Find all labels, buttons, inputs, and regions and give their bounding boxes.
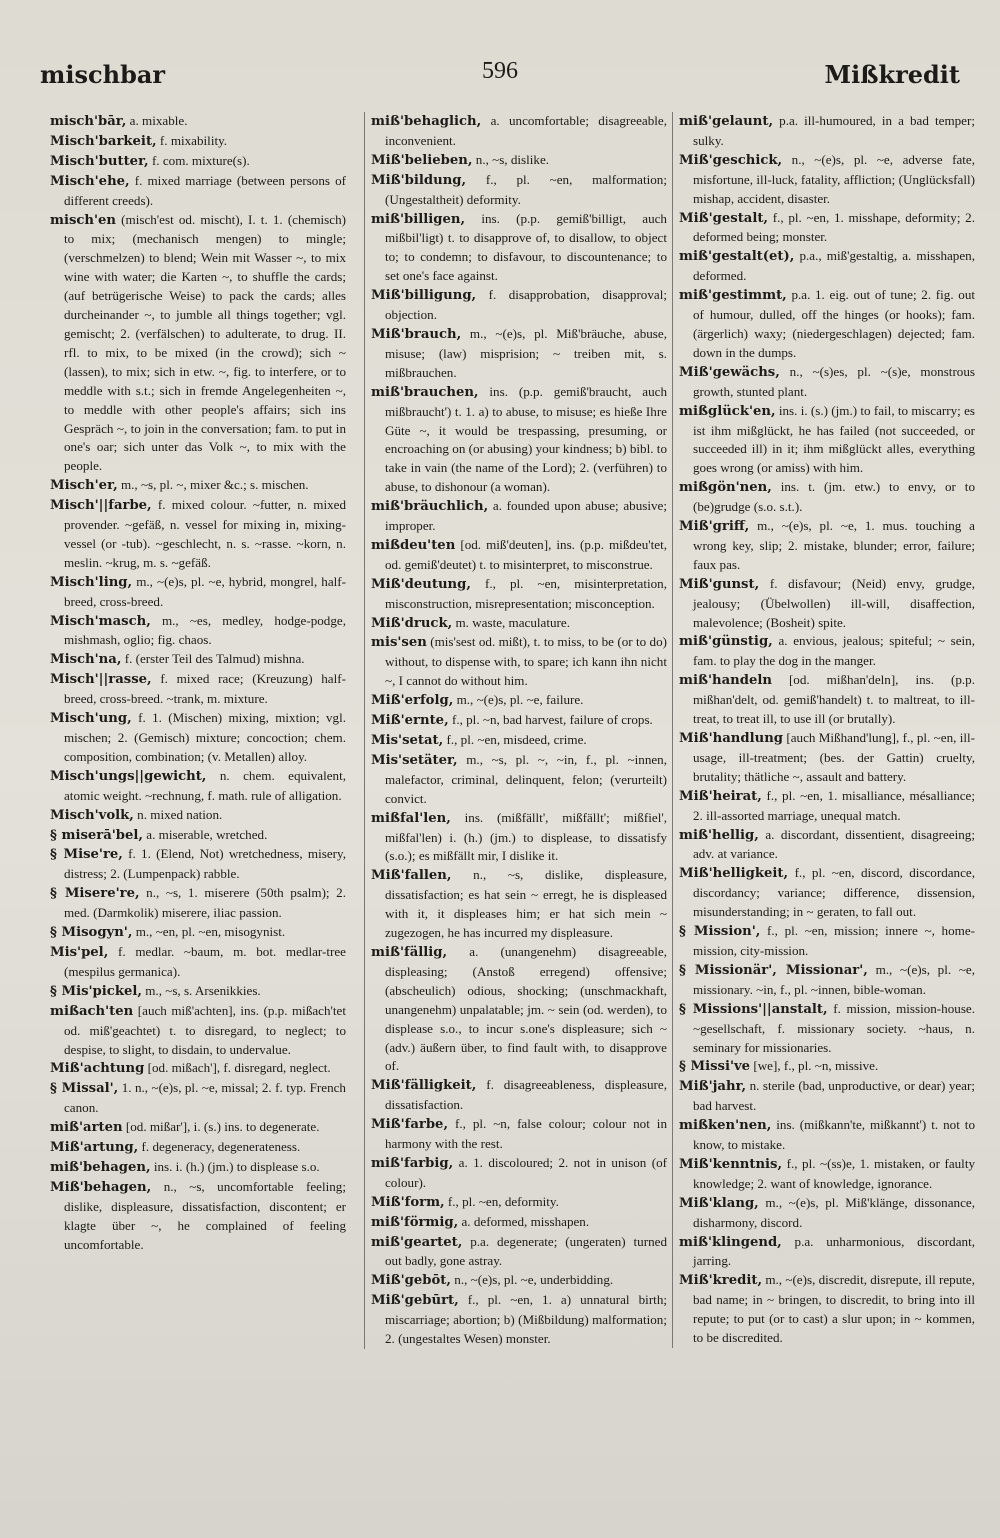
entry-definition: f., pl. ~en, malformation; (Ungestaltheit) deformity. — [385, 171, 667, 207]
entry-definition: a. deformed, misshapen. — [461, 1213, 590, 1229]
dictionary-entry — [679, 1077, 975, 1116]
entry-headword: miß'farbig, — [371, 1155, 454, 1171]
entry-headword: miß'brauchen, — [371, 384, 479, 400]
entry-definition: 1. n., ~(e)s, pl. ~e, missal; 2. f. typ. French canon. — [64, 1080, 346, 1116]
entry-definition: f., pl. ~n, false colour; colour not in harmony with the rest. — [385, 1116, 667, 1152]
dictionary-entry — [371, 943, 667, 1076]
entry-definition: n. sterile (bad, unproductive, or dear) year; bad harvest. — [693, 1078, 975, 1114]
entry-definition: a. founded upon abuse; abusive; improper. — [385, 498, 667, 534]
entry-definition: (misch'est od. mischt), I. t. 1. (chemisch) to mix; (mechanisch mengen) to mingle; (verschmelzen) to blend; Wein mit Wasser ~, to mix wine with water; die Karten ~, to shuffle the cards; (auf betrügerische Weise) to pack the cards; alles durcheinander ~, to jumble all things together; vgl. gemischt; 2. (verfälschen) to adulterate, to drug. II. rfl. to mix, to be mixed (in the crowd); sich ~ (lassen), to mix; sich in etw. ~, fig. to interfere, or to meddle with s.t.; sich in fremde Angelegenheiten ~, to meddle with other people's affairs; sich ins Gespräch ~, to join in the conversation; fam. to put in one's oar; sich unter das Volk ~, to mix with the people. — [64, 211, 346, 474]
entry-definition: m. waste, maculature. — [455, 614, 570, 630]
entry-definition: ins. t. (jm. etw.) to envy, or to (be)grudge (s.o. s.t.). — [693, 479, 975, 515]
dictionary-entry — [371, 1213, 667, 1233]
entry-headword: Misch'masch, — [50, 613, 151, 629]
entry-definition: f. medlar. ~baum, m. bot. medlar-tree (mespilus germanica). — [64, 943, 346, 979]
entry-headword: miß'günstig, — [679, 634, 773, 650]
entry-definition: f. degeneracy, degenerateness. — [141, 1139, 301, 1155]
entry-headword: miß'gestimmt, — [679, 288, 787, 304]
entry-headword: Misch'er, — [50, 478, 118, 494]
dictionary-entry — [371, 112, 667, 151]
dictionary-entry — [371, 210, 667, 287]
entry-headword: miß'geartet, — [371, 1234, 463, 1250]
entry-headword: miß'handeln — [679, 673, 772, 689]
dictionary-entry — [679, 575, 975, 633]
entry-headword: miß'billigen, — [371, 211, 466, 227]
dictionary-entry — [50, 172, 346, 211]
dictionary-entry — [679, 961, 975, 1000]
entry-definition: m., ~s, pl. ~, mixer &c.; s. mischen. — [120, 477, 309, 493]
entry-headword: § Mise're, — [50, 847, 123, 863]
dictionary-entry — [679, 826, 975, 865]
dictionary-entry — [679, 632, 975, 671]
dictionary-entry — [679, 864, 975, 922]
entry-definition: m., ~(e)s, pl. ~e, missionary. ~in, f., pl. ~innen, bible-woman. — [693, 961, 976, 997]
entry-headword: Miß'druck, — [371, 615, 453, 631]
entry-headword: Mis'pel, — [50, 944, 109, 960]
dictionary-entry — [371, 751, 667, 809]
entry-headword: miß'gelaunt, — [679, 114, 774, 129]
entry-headword: § Mis'pickel, — [50, 983, 142, 999]
entry-headword: Miß'helligkeit, — [679, 866, 789, 882]
dictionary-entry — [50, 709, 346, 767]
entry-headword: Miß'geschick, — [679, 152, 783, 168]
entry-definition: n., ~s, dislike, displeasure, dissatisfaction; es hat sein ~ erregt, he is displeased with it, it displeases him; er hat sich mein ~ zugezogen, he has incurred my displeasure. — [385, 867, 667, 941]
entry-headword: Miß'belieben, — [371, 152, 473, 168]
entry-definition: [we], f., pl. ~n, missive. — [753, 1058, 879, 1074]
entry-definition: f. mixed race; (Kreuzung) half-breed, cross-breed. ~trank, m. mixture. — [64, 671, 346, 707]
entry-definition: n. chem. equivalent, atomic weight. ~rechnung, f. math. rule of alligation. — [64, 767, 346, 803]
dictionary-entry — [50, 1079, 346, 1118]
dictionary-entry — [371, 1154, 667, 1193]
entry-headword: miß'arten — [50, 1120, 123, 1136]
dictionary-entry — [371, 1115, 667, 1154]
dictionary-entry — [679, 1000, 975, 1058]
entry-headword: miß'fällig, — [371, 944, 448, 960]
dictionary-entry — [371, 1193, 667, 1213]
entry-headword: Miß'artung, — [50, 1140, 139, 1156]
dictionary-entry — [50, 1178, 346, 1255]
entry-definition: ins. (mißfällt', mißfällt'; mißfiel', mißfal'len) i. (h.) (jm.) to displease, to dissatisfy (s.o.); es mißfällt mir, I dislike it. — [385, 809, 667, 864]
entry-definition: f. mixed colour. ~futter, n. mixed provender. ~gefäß, n. vessel for mixing in, mixing-vessel (or -tub). ~geschlecht, n. s. ~rasse. ~korn, n. meslin. ~krug, m. s. ~gefäß. — [64, 497, 347, 570]
entry-headword: Miß'gunst, — [679, 576, 760, 592]
dictionary-entry — [371, 1076, 667, 1115]
entry-headword: Miß'behagen, — [50, 1179, 152, 1195]
dictionary-entry — [50, 1138, 346, 1158]
entry-headword: Miß'billigung, — [371, 288, 477, 304]
dictionary-entry — [371, 691, 667, 711]
dictionary-entry — [679, 112, 975, 151]
dictionary-entry — [50, 152, 346, 172]
dictionary-entry — [679, 787, 975, 826]
entry-definition: f. disapprobation, disapproval; objection. — [385, 287, 667, 323]
entry-headword: miß'klingend, — [679, 1234, 782, 1250]
dictionary-entry — [50, 923, 346, 943]
dictionary-entry — [679, 402, 975, 479]
entry-headword: Mis'setat, — [371, 733, 444, 748]
header-first-word: mischbar — [40, 60, 166, 89]
dictionary-entry — [50, 476, 346, 496]
dictionary-entry — [679, 1194, 975, 1233]
entry-definition: p.a. unharmonious, discordant, jarring. — [693, 1233, 975, 1269]
entry-headword: miß'behaglich, — [371, 114, 482, 129]
entry-headword: Miß'gebōt, — [371, 1273, 451, 1289]
entry-definition: a. miserable, wretched. — [146, 826, 268, 842]
entry-headword: miß'förmig, — [371, 1214, 459, 1230]
entry-definition: m., ~s, s. Arsenikkies. — [145, 982, 261, 998]
entry-definition: (mis'sest od. mißt), t. to miss, to be (or to do) without, to dispense with, to spare; ich kann ihn nicht ~, I cannot do without him. — [385, 634, 667, 689]
entry-definition: n., ~(s)es, pl. ~(s)e, monstrous growth, stunted plant. — [693, 363, 975, 399]
entry-headword: mißach'ten — [50, 1003, 134, 1019]
entry-definition: m., ~(e)s, pl. ~e, failure. — [456, 692, 584, 708]
entry-definition: m., ~s, pl. ~, ~in, f., pl. ~innen, malefactor, criminal, delinquent, felon; (verurteilt) convict. — [385, 751, 667, 806]
entry-definition: f., pl. ~en, 1. misalliance, mésalliance; 2. ill-assorted marriage, unequal match. — [693, 787, 975, 823]
entry-headword: Misch'butter, — [50, 153, 149, 169]
entry-headword: Misch'ling, — [50, 574, 133, 590]
entry-definition: [auch miß'achten], ins. (p.p. mißach'tet od. miß'geachtet) t. to disregard, to neglect; to despise, to slight, to disdain, to undervalue. — [64, 1002, 346, 1057]
dictionary-entry — [679, 1116, 975, 1155]
entry-headword: miß'behagen, — [50, 1159, 151, 1175]
entry-headword: mißdeu'ten — [371, 537, 456, 553]
entry-headword: Misch'ungs||gewicht, — [50, 768, 207, 784]
entry-definition: f. com. mixture(s). — [151, 152, 250, 168]
entry-headword: Misch'na, — [50, 652, 122, 668]
entry-headword: miß'gestalt(et), — [679, 249, 795, 265]
dictionary-entry — [371, 151, 667, 171]
dictionary-entry — [50, 670, 346, 709]
dictionary-entry — [50, 845, 346, 884]
entry-headword: § Missi've — [679, 1059, 751, 1075]
entry-definition: f., pl. ~en, 1. a) unnatural birth; miscarriage; abortion; b) (Mißbildung) malformation; 2. (ungestaltes Wesen) monster. — [385, 1292, 667, 1347]
entry-headword: Miß'klang, — [679, 1195, 759, 1211]
entry-headword: Miß'ernte, — [371, 713, 449, 729]
entry-definition: m., ~es, medley, hodge-podge, mishmash, oglio; fig. chaos. — [64, 612, 346, 648]
dictionary-entry — [50, 112, 346, 132]
entry-definition: f., pl. ~en, mission; innere ~, home-mission, city-mission. — [693, 923, 975, 958]
entry-definition: p.a. degenerate; (ungeraten) turned out badly, gone astray. — [385, 1233, 667, 1269]
entry-definition: ins. (p.p. gemiß'braucht, auch mißbraucht') t. 1. a) to abuse, to misuse; es hieße Ihre Güte ~, it would be trespassing, presuming, or encroaching on (or abusing) your kindness; b) bibl. to take in vain (the name of the Lord); 2. (verführen) to abuse, to dishonour (a woman). — [385, 383, 667, 495]
entry-headword: Misch'ung, — [50, 711, 132, 727]
entry-definition: m., ~(e)s, discredit, disrepute, ill repute, bad name; in ~ bringen, to discredit, to bring into ill repute; to put (or to cast) a slur upon; in ~ kommen, to be discredited. — [693, 1272, 975, 1346]
dictionary-entry — [679, 517, 975, 575]
entry-headword: Miß'griff, — [679, 519, 750, 535]
entry-headword: Miß'erfolg, — [371, 693, 454, 709]
dictionary-entry — [50, 1118, 346, 1138]
dictionary-entry — [679, 247, 975, 286]
entry-headword: Miß'heirat, — [679, 788, 762, 804]
entry-definition: f., pl. ~en, 1. misshape, deformity; 2. deformed being; monster. — [693, 209, 975, 245]
dictionary-entry — [50, 767, 346, 806]
entry-headword: Misch'||farbe, — [50, 498, 152, 514]
entry-headword: miß'hellig, — [679, 827, 759, 843]
entry-definition: p.a. 1. eig. out of tune; 2. fig. out of humour, dulled, off the hinges (or hooks); fam. (ärgerlich) waxy; (niedergeschlagen) dejected; fam. down in the dumps. — [693, 287, 976, 360]
header-last-word: Mißkredit — [824, 60, 960, 89]
dictionary-entry — [371, 1233, 667, 1272]
entry-definition: a. uncomfortable; disagreeable, inconvenient. — [385, 113, 668, 148]
dictionary-entry — [50, 132, 346, 152]
dictionary-entry — [371, 711, 667, 731]
entry-definition: n., ~s, dislike. — [475, 151, 550, 167]
dictionary-entry — [50, 1059, 346, 1079]
dictionary-entry — [50, 1158, 346, 1178]
entry-headword: § Mission', — [679, 924, 761, 940]
dictionary-entry — [371, 809, 667, 867]
entry-headword: § Missal', — [50, 1081, 119, 1097]
dictionary-entry — [679, 1271, 975, 1348]
entry-headword: § Missions'||anstalt, — [679, 1001, 828, 1017]
entry-definition: [od. mißach'], f. disregard, neglect. — [147, 1060, 331, 1076]
column-3 — [672, 112, 975, 1348]
dictionary-entry — [50, 982, 346, 1002]
entry-definition: a. (unangenehm) disagreeable, displeasing; (Anstoß erregend) offensive; (abscheulich) odious, shocking; (unschmackhaft, unangenehm) unpalatable; jm. ~ sein (od. werden), to displease s.o., to incur s.one's displeasure; sich ~ (adv.) äußern über, to find fault with, to disapprove of. — [385, 943, 667, 1074]
entry-headword: Miß'deutung, — [371, 576, 471, 592]
entry-headword: Miß'fälligkeit, — [371, 1078, 477, 1094]
entry-headword: Misch'||rasse, — [50, 672, 152, 688]
entry-definition: [od. mißar'], i. (s.) ins. to degenerate. — [125, 1119, 320, 1135]
entry-definition: a. discordant, dissentient, disagreeing; adv. at variance. — [693, 826, 975, 862]
entry-definition: f. disagreeableness, displeasure, dissatisfaction. — [385, 1077, 667, 1113]
entry-definition: m., ~(e)s, pl. Miß'klänge, dissonance, disharmony, discord. — [693, 1194, 975, 1230]
entry-headword: Miß'achtung — [50, 1061, 145, 1077]
dictionary-entry — [371, 286, 667, 325]
entry-headword: Miß'gestalt, — [679, 210, 769, 226]
entry-headword: Miß'brauch, — [371, 326, 462, 342]
dictionary-entry — [371, 633, 667, 691]
entry-headword: Misch'barkeit, — [50, 133, 157, 149]
entry-headword: Miß'bildung, — [371, 172, 467, 188]
entry-headword: Miß'form, — [371, 1194, 445, 1210]
dictionary-entry — [679, 671, 975, 729]
dictionary-entry — [371, 171, 667, 210]
entry-definition: ins. i. (s.) (jm.) to fail, to miscarry; es ist ihm mißglückt, he has failed (not succeeded, or succeeded ill) in it; ihm mißglückt alles, everything goes wrong (or amiss) with him. — [693, 402, 975, 476]
entry-definition: m., ~en, pl. ~en, misogynist. — [135, 924, 286, 940]
entry-headword: Miß'gebūrt, — [371, 1293, 459, 1309]
entry-definition: f., pl. ~en, misinterpretation, misconstruction, misrepresentation; misconception. — [385, 575, 667, 611]
dictionary-entry — [50, 1002, 346, 1060]
entry-definition: f., pl. ~en, misdeed, crime. — [446, 732, 587, 747]
running-head — [40, 54, 960, 94]
column-1 — [50, 112, 346, 1254]
dictionary-entry — [679, 209, 975, 248]
entry-headword: Miß'handlung — [679, 731, 784, 746]
entry-definition: [auch Mißhand'lung], f., pl. ~en, ill-usage, ill-treatment; (bes. der Gattin) cruelty, brutality; thätliche ~, assault and battery. — [693, 730, 975, 784]
entry-definition: f., pl. ~en, deformity. — [447, 1193, 559, 1209]
entry-definition: m., ~(e)s, pl. ~e, hybrid, mongrel, half-breed, cross-breed. — [64, 573, 346, 609]
dictionary-entry — [50, 612, 346, 651]
entry-definition: ins. i. (h.) (jm.) to displease s.o. — [153, 1158, 320, 1174]
dictionary-entry — [50, 806, 346, 826]
entry-definition: f., pl. ~(ss)e, 1. mistaken, or faulty knowledge; 2. want of knowledge, ignorance. — [693, 1155, 975, 1191]
entry-definition: a. mixable. — [129, 113, 188, 128]
entry-definition: m., ~(e)s, pl. Miß'bräuche, abuse, misuse; (law) misprision; ~ treiben mit, s. mißbrauchen. — [385, 325, 667, 380]
entry-headword: Miß'jahr, — [679, 1079, 747, 1095]
dictionary-entry — [371, 497, 667, 536]
entry-definition: n., ~(e)s, pl. ~e, underbidding. — [454, 1272, 614, 1288]
dictionary-entry — [371, 1291, 667, 1349]
entry-definition: ins. (mißkann'te, mißkannt') t. not to know, to mistake. — [693, 1117, 975, 1153]
entry-definition: n., ~s, uncomfortable feeling; dislike, displeasure, dissatisfaction, discontent; er klagte über ~, he complained of feeling uncomfortable. — [64, 1178, 346, 1252]
entry-headword: mis'sen — [371, 635, 427, 651]
dictionary-entry — [679, 151, 975, 209]
dictionary-entry — [371, 866, 667, 943]
entry-definition: p.a. ill-humoured, in a bad temper; sulky. — [693, 113, 975, 148]
entry-definition: n., ~(e)s, pl. ~e, adverse fate, misfortune, ill-luck, fatality, affliction; (Unglücksfall) mishap, accident, disaster. — [693, 151, 976, 206]
dictionary-entry — [371, 1271, 667, 1291]
entry-definition: f. 1. (Elend, Not) wretchedness, misery, distress; 2. (Lumpenpack) rabble. — [64, 846, 346, 882]
entry-definition: f. mixability. — [159, 132, 228, 148]
entry-definition: f., pl. ~en, discord, discordance, discordancy; variance; difference, dissension, misunderstanding; in ~ geraten, to fall out. — [693, 865, 975, 920]
entry-headword: Miß'farbe, — [371, 1117, 449, 1133]
dictionary-entry — [50, 943, 346, 982]
entry-headword: Misch'volk, — [50, 807, 134, 823]
entry-definition: p.a., miß'gestaltig, a. misshapen, deformed. — [693, 248, 975, 284]
entry-definition: f. mission, mission-house. ~gesellschaft, f. missionary society. ~haus, n. seminary for missionaries. — [693, 1000, 975, 1055]
dictionary-entry — [679, 363, 975, 402]
dictionary-entry — [371, 575, 667, 614]
entry-headword: mißfal'len, — [371, 810, 451, 826]
entry-headword: Miß'fallen, — [371, 868, 452, 884]
page-number: 596 — [482, 58, 518, 84]
entry-definition: m., ~(e)s, pl. ~e, 1. mus. touching a wrong key, slip; 2. mistake, blunder; error, failure; faux pas. — [693, 518, 975, 572]
entry-headword: § Misogyn', — [50, 925, 133, 941]
dictionary-entry — [50, 573, 346, 612]
entry-definition: f., pl. ~n, bad harvest, failure of crops. — [451, 712, 653, 728]
dictionary-entry — [679, 286, 975, 363]
entry-headword: Mis'setäter, — [371, 752, 458, 768]
entry-definition: f. mixed marriage (between persons of different creeds). — [64, 172, 346, 208]
dictionary-entry — [371, 731, 667, 751]
entry-definition: f. (erster Teil des Talmud) mishna. — [124, 651, 305, 667]
dictionary-entry — [50, 650, 346, 670]
entry-definition: f. disfavour; (Neid) envy, grudge, jealousy; (Übelwollen) ill-will, disaffection, malevolence; (Bosheit) spite. — [693, 575, 975, 630]
dictionary-entry — [679, 922, 975, 961]
dictionary-entry — [371, 536, 667, 575]
entry-headword: Misch'ehe, — [50, 173, 130, 189]
dictionary-entry — [679, 729, 975, 787]
dictionary-entry — [50, 211, 346, 477]
entry-definition: [od. mißhan'deln], ins. (p.p. mißhan'delt, od. gemiß'handelt) t. to maltreat, to ill-treat, to treat ill, to use ill (or brutally). — [693, 672, 975, 727]
dictionary-entry — [679, 1057, 975, 1077]
entry-headword: § miserā'bel, — [50, 827, 144, 843]
entry-headword: mißken'nen, — [679, 1118, 772, 1134]
entry-headword: § Missionär', Missionar', — [679, 962, 868, 978]
dictionary-entry — [50, 884, 346, 923]
entry-definition: a. envious, jealous; spiteful; ~ sein, fam. to play the dog in the manger. — [693, 633, 976, 669]
dictionary-entry — [371, 325, 667, 383]
dictionary-entry — [371, 383, 667, 497]
entry-headword: Miß'kredit, — [679, 1273, 763, 1289]
entry-headword: miß'bräuchlich, — [371, 499, 489, 515]
entry-headword: § Misere're, — [50, 886, 140, 902]
entry-definition: ins. (p.p. gemiß'billigt, auch mißbil'ligt) t. to disapprove of, to disallow, to object to; to condemn; to disfavour, to discountenance; to set one's face against. — [385, 210, 667, 284]
entry-headword: mißglück'en, — [679, 403, 776, 419]
dictionary-entry — [679, 1233, 975, 1272]
dictionary-entry — [371, 614, 667, 634]
dictionary-entry — [50, 496, 346, 573]
entry-definition: a. 1. discoloured; 2. not in unison (of colour). — [385, 1154, 667, 1190]
entry-headword: Miß'gewächs, — [679, 364, 780, 380]
dictionary-entry — [50, 826, 346, 846]
entry-definition: f. 1. (Mischen) mixing, mixtion; vgl. mischen; 2. (Gemisch) mixture; concoction; chem. composition, combination; (v. Metallen) alloy. — [64, 710, 346, 764]
entry-definition: [od. miß'deuten], ins. (p.p. mißdeu'tet, od. gemiß'deutet) t. to misinterpret, to misconstrue. — [385, 536, 667, 572]
entry-definition: n., ~s, 1. miserere (50th psalm); 2. med. (Darmkolik) miserere, iliac passion. — [64, 885, 346, 921]
entry-headword: Miß'kenntnis, — [679, 1156, 783, 1172]
entry-headword: misch'en — [50, 212, 117, 228]
dictionary-entry — [679, 1155, 975, 1194]
entry-headword: mißgön'nen, — [679, 480, 772, 496]
entry-headword: misch'bār, — [50, 114, 127, 129]
dictionary-entry — [679, 478, 975, 517]
entry-definition: n. mixed nation. — [137, 806, 223, 822]
column-2 — [364, 112, 667, 1349]
